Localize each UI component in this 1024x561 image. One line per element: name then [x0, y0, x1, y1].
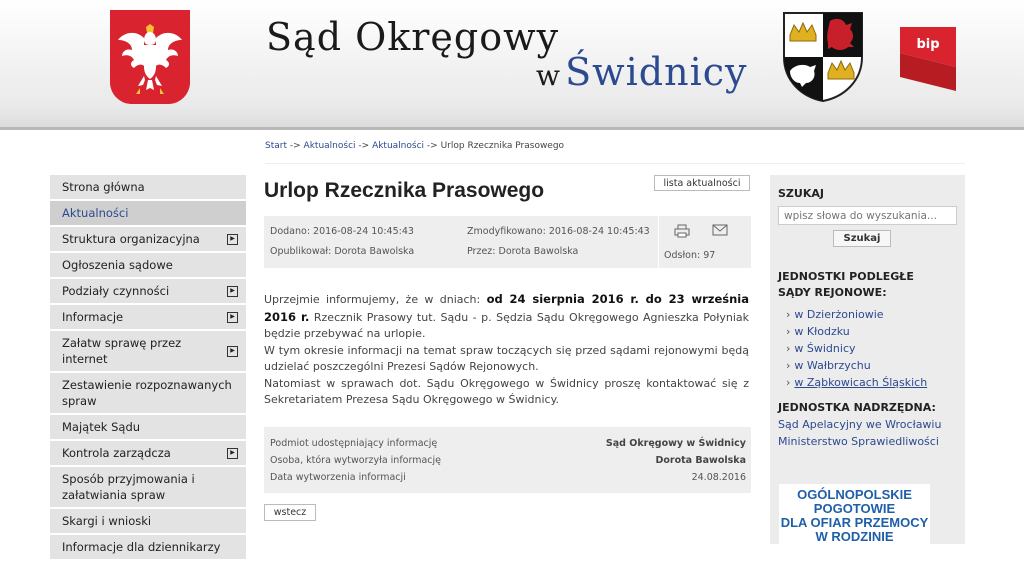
article-text: Uprzejmie informujemy, że w dniach:	[264, 293, 487, 306]
list-item[interactable]	[786, 323, 927, 340]
info-row	[270, 455, 746, 466]
banner-line: POGOTOWIE	[813, 501, 896, 516]
info-label: Data wytworzenia informacji	[270, 472, 406, 483]
sidebar-item-dziennikarze[interactable]	[50, 535, 246, 561]
list-item[interactable]	[786, 374, 927, 391]
search-button[interactable]: Szukaj	[833, 230, 891, 247]
published-by: Opublikował: Dorota Bawolska	[270, 246, 415, 257]
info-value: Dorota Bawolska	[655, 455, 746, 466]
sidebar-item-label: Informacje	[62, 310, 124, 324]
expand-arrow-icon[interactable]: ▶	[227, 346, 238, 357]
city-coat-of-arms-icon	[782, 11, 864, 103]
parent-heading: JEDNOSTKA NADRZĘDNA:	[778, 401, 936, 414]
sidebar-item-label: Kontrola zarządcza	[62, 446, 171, 460]
sidebar-item-label: Sposób przyjmowania i załatwiania spraw	[62, 472, 195, 502]
info-metadata	[264, 427, 751, 493]
units-heading-2: SĄDY REJONOWE:	[778, 286, 887, 299]
article-paragraph	[264, 291, 749, 343]
sidebar-item-label: Strona główna	[62, 180, 145, 194]
modified-by: Przez: Dorota Bawolska	[467, 246, 579, 257]
info-value: 24.08.2016	[691, 472, 746, 483]
site-title-city: Świdnicy	[565, 50, 748, 94]
list-item[interactable]	[786, 357, 927, 374]
sidebar-item-struktura[interactable]	[50, 227, 246, 253]
info-row	[270, 472, 746, 483]
sidebar-item-label: Podziały czynności	[62, 284, 170, 298]
bullet-icon: ›	[786, 308, 791, 321]
article-paragraph: Natomiast w sprawach dot. Sądu Okręgowego w Świdnicy proszę kontaktować się z Sekretariatem Prezesa Sądu Okręgowego w Świdnicy.	[264, 376, 749, 406]
info-value: Sąd Okręgowy w Świdnicy	[605, 438, 746, 449]
search-input[interactable]	[778, 206, 957, 225]
sidebar-item-label: Majątek Sądu	[62, 420, 141, 434]
back-button[interactable]: wstecz	[264, 504, 316, 521]
breadcrumb-aktualnosci-1[interactable]: Aktualności	[303, 141, 356, 151]
right-sidebar	[770, 175, 965, 544]
article-dates: od 24 sierpnia 2016 r. do 23 września 2016 r.	[264, 292, 750, 324]
article-title: Urlop Rzecznika Prasowego	[264, 179, 545, 202]
breadcrumb-separator: ->	[289, 141, 301, 151]
expand-arrow-icon[interactable]: ▶	[227, 312, 238, 323]
court-link[interactable]: w Ząbkowicach Śląskich	[794, 376, 928, 389]
email-icon[interactable]	[712, 224, 728, 241]
banner-line: DLA OFIAR PRZEMOCY	[780, 515, 929, 530]
list-item[interactable]	[786, 306, 927, 323]
sidebar-nav	[50, 175, 246, 561]
article-meta	[264, 216, 751, 268]
domestic-violence-hotline-banner[interactable]	[779, 484, 930, 544]
sidebar-item-skargi[interactable]	[50, 509, 246, 535]
sidebar-item-zestawienie[interactable]	[50, 373, 246, 415]
sidebar-item-kontrola[interactable]	[50, 441, 246, 467]
breadcrumb-separator: ->	[426, 141, 438, 151]
article	[264, 175, 751, 518]
article-actions	[674, 224, 728, 241]
sidebar-item-informacje[interactable]	[50, 305, 246, 331]
sidebar-item-aktualnosci[interactable]	[50, 201, 246, 227]
court-link[interactable]: w Wałbrzychu	[794, 359, 871, 372]
expand-arrow-icon[interactable]: ▶	[227, 286, 238, 297]
sidebar-item-strona-glowna[interactable]	[50, 175, 246, 201]
expand-arrow-icon[interactable]: ▶	[227, 448, 238, 459]
parent-link-ministry[interactable]: Ministerstwo Sprawiedliwości	[778, 435, 939, 448]
divider	[265, 163, 965, 164]
breadcrumb-separator: ->	[358, 141, 370, 151]
sidebar-item-label: Skargi i wnioski	[62, 514, 152, 528]
site-title-line1: Sąd Okręgowy	[266, 15, 560, 59]
court-link[interactable]: w Kłodzku	[794, 325, 850, 338]
expand-arrow-icon[interactable]: ▶	[227, 234, 238, 245]
sidebar-item-sposob-przyjmowania[interactable]	[50, 467, 246, 509]
bullet-icon: ›	[786, 359, 791, 372]
bullet-icon: ›	[786, 325, 791, 338]
print-icon[interactable]	[674, 224, 690, 241]
info-label: Osoba, która wytworzyła informację	[270, 455, 442, 466]
divider	[658, 216, 659, 268]
article-paragraph: W tym okresie informacji na temat spraw toczących się przed sądami rejonowymi będą udzielać poszczególni Prezesi Sądów Rejonowych.	[264, 343, 749, 373]
site-header	[0, 0, 1024, 130]
site-title-line2	[536, 50, 748, 94]
article-body	[264, 291, 749, 409]
search-heading: SZUKAJ	[778, 187, 824, 200]
site-title-w: w	[536, 59, 560, 92]
article-text: Rzecznik Prasowy tut. Sądu - p. Sędzia Sądu Okręgowego Agnieszka Połyniak będzie przebywać na urlopie.	[264, 310, 749, 340]
subordinate-courts-list	[786, 306, 927, 391]
sidebar-item-majatek[interactable]	[50, 415, 246, 441]
court-link[interactable]: w Świdnicy	[794, 342, 856, 355]
polish-eagle-emblem-icon	[110, 10, 190, 104]
breadcrumb-aktualnosci-2[interactable]: Aktualności	[372, 141, 425, 151]
modified-date: Zmodyfikowano: 2016-08-24 10:45:43	[467, 226, 650, 237]
bullet-icon: ›	[786, 376, 791, 389]
parent-link-appeal-court[interactable]: Sąd Apelacyjny we Wrocławiu	[778, 418, 942, 431]
info-row	[270, 438, 746, 449]
sidebar-item-zalatw-sprawe[interactable]	[50, 331, 246, 373]
sidebar-item-label: Załatw sprawę przez internet	[62, 336, 182, 366]
banner-line: OGÓLNOPOLSKIE	[797, 487, 912, 502]
news-list-button[interactable]: lista aktualności	[654, 175, 750, 191]
bullet-icon: ›	[786, 342, 791, 355]
views-count: Odsłon: 97	[664, 250, 716, 261]
info-label: Podmiot udostępniający informację	[270, 438, 438, 449]
banner-line: W RODZINIE	[815, 529, 894, 544]
sidebar-item-label: Ogłoszenia sądowe	[62, 258, 173, 272]
added-date: Dodano: 2016-08-24 10:45:43	[270, 226, 414, 237]
sidebar-item-label: Struktura organizacyjna	[62, 232, 200, 246]
court-link[interactable]: w Dzierżoniowie	[794, 308, 884, 321]
units-heading-1: JEDNOSTKI PODLEGŁE	[778, 270, 914, 283]
sidebar-item-label: Zestawienie rozpoznawanych spraw	[62, 378, 232, 408]
bip-label: bip	[916, 37, 940, 52]
sidebar-item-podzialy[interactable]	[50, 279, 246, 305]
sidebar-item-label: Informacje dla dziennikarzy	[62, 540, 221, 554]
breadcrumb-current: Urlop Rzecznika Prasowego	[440, 141, 565, 151]
site-title[interactable]	[266, 15, 748, 94]
bip-logo-icon[interactable]	[900, 27, 956, 91]
sidebar-item-label: Aktualności	[62, 206, 129, 220]
list-item[interactable]	[786, 340, 927, 357]
breadcrumb	[265, 141, 564, 151]
breadcrumb-start[interactable]: Start	[265, 141, 287, 151]
sidebar-item-ogloszenia[interactable]	[50, 253, 246, 279]
